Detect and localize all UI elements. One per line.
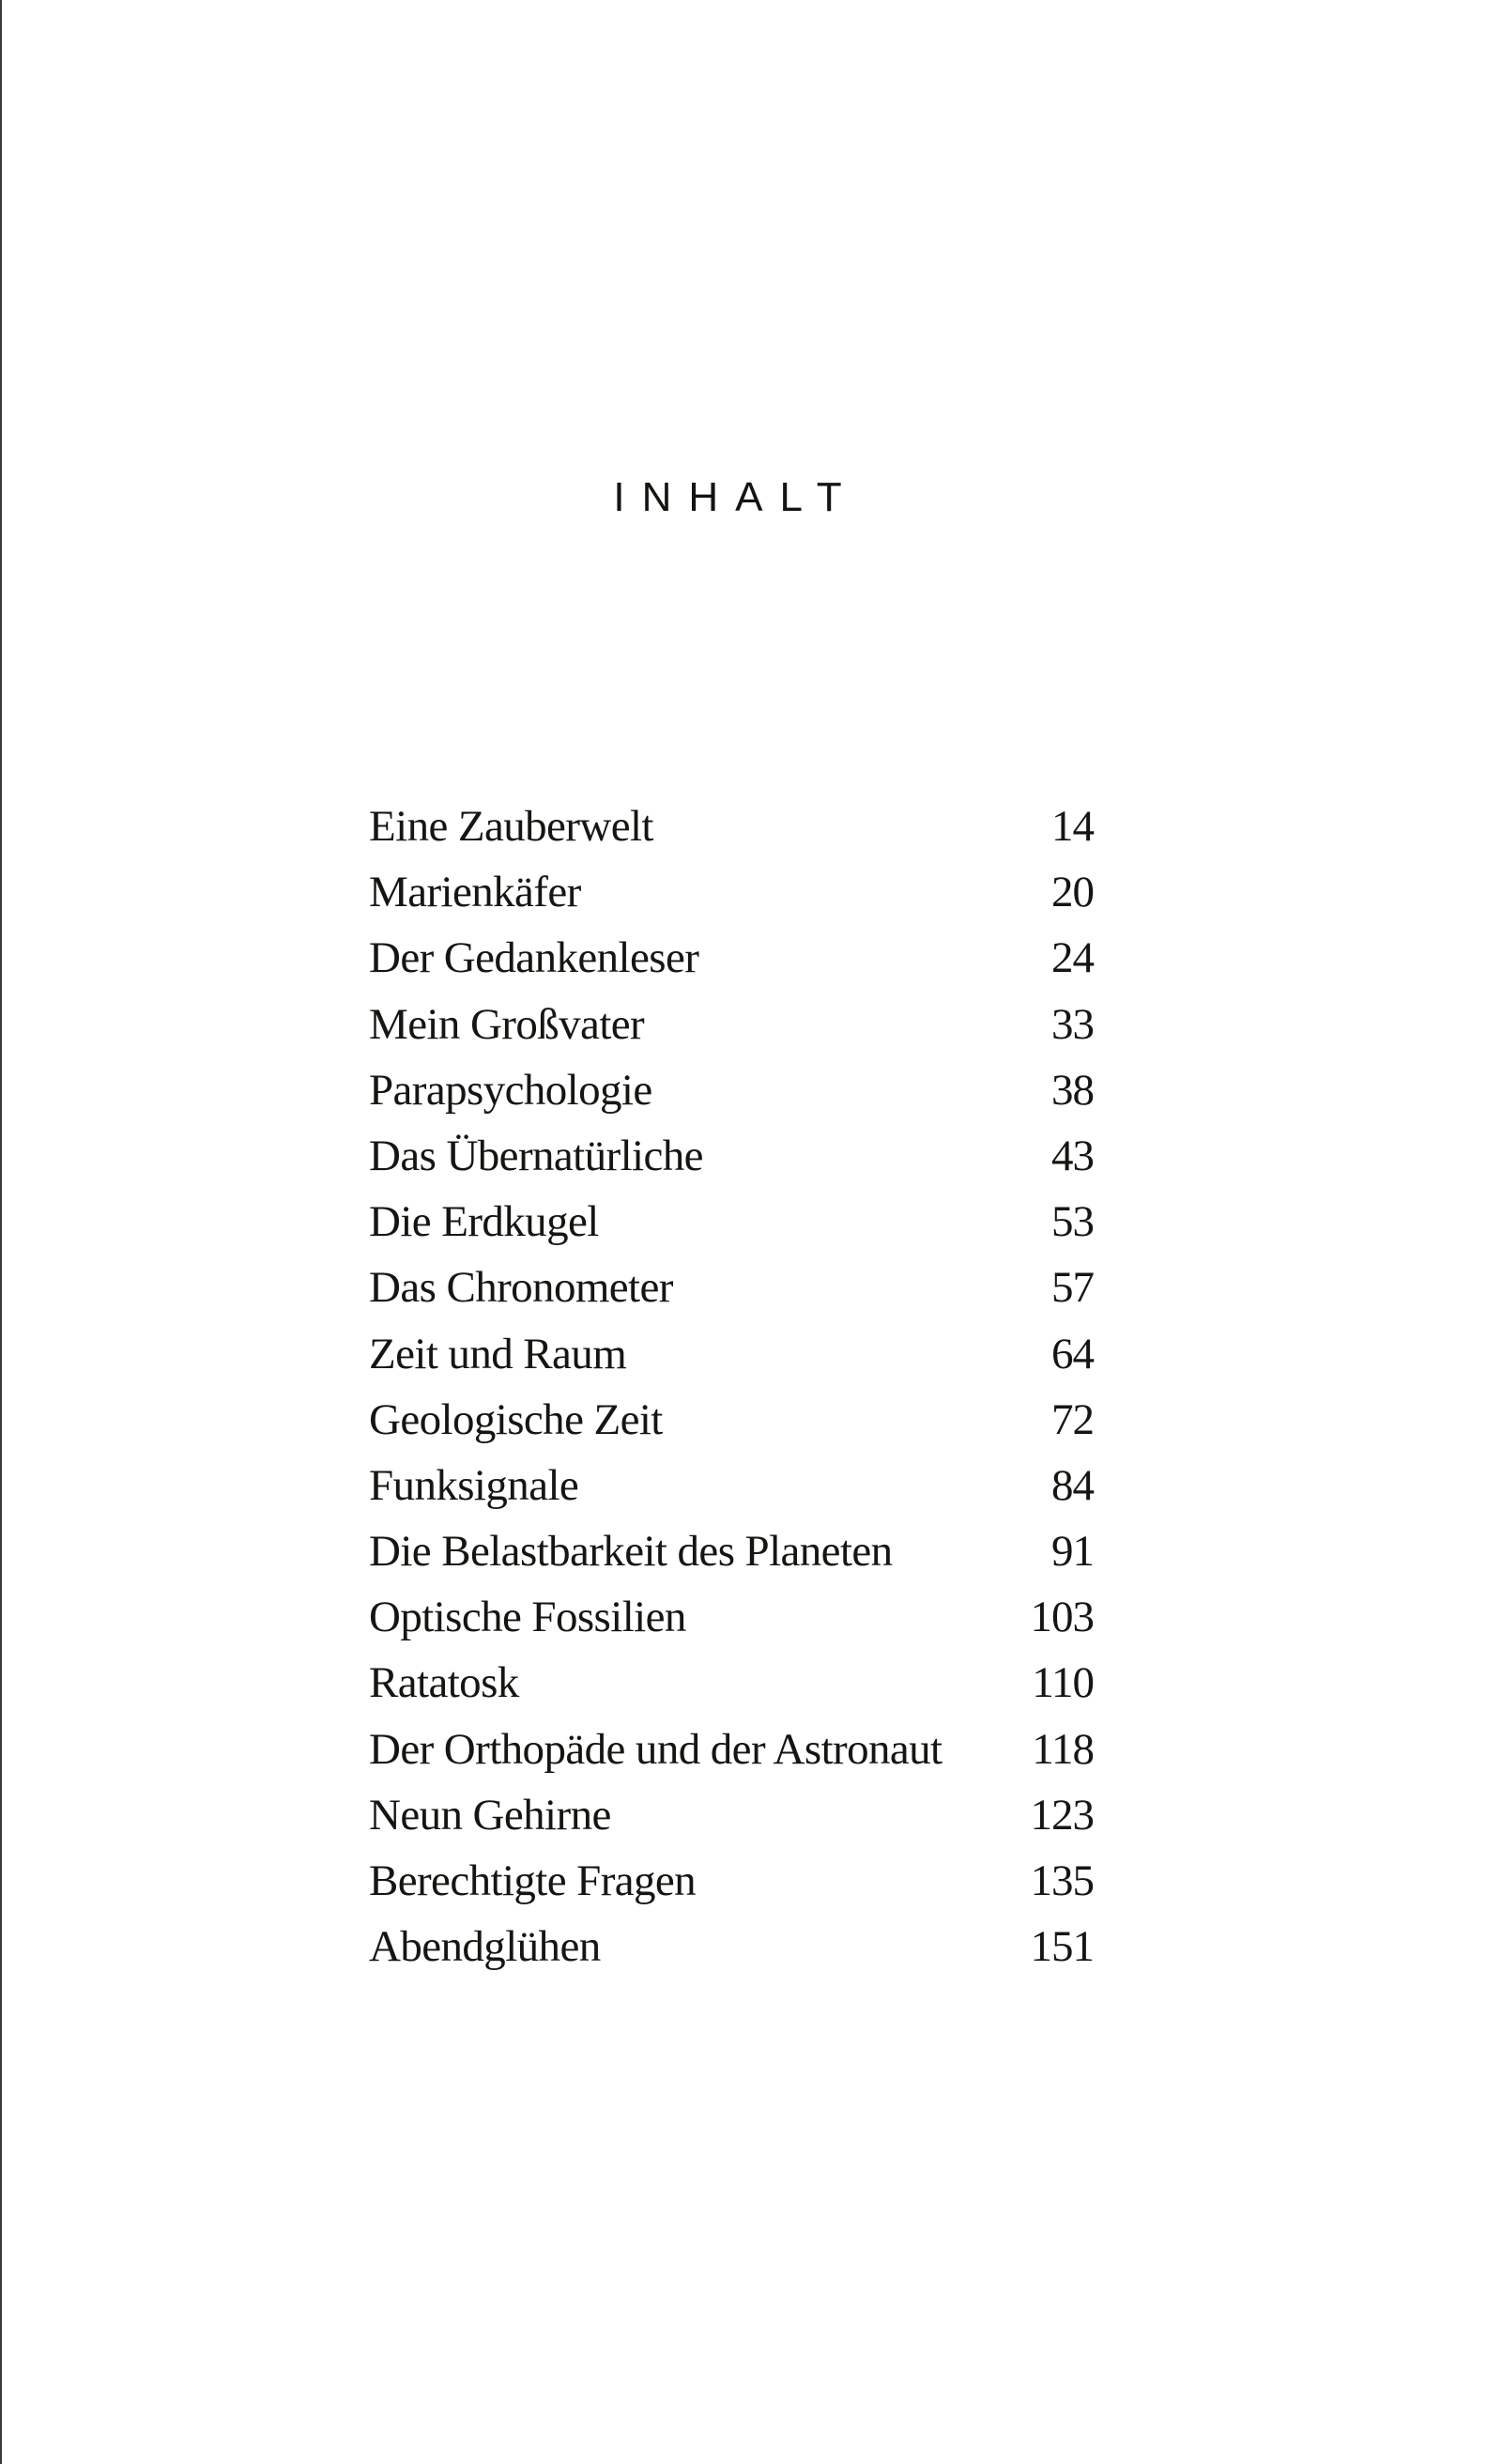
toc-entry-title: Abendglühen: [369, 1922, 601, 1972]
toc-entry-title: Der Gedankenleser: [369, 933, 699, 983]
toc-entry-title: Die Belastbarkeit des Planeten: [369, 1527, 893, 1577]
toc-entry-page: 38: [1051, 1065, 1094, 1115]
toc-entry: [369, 859, 1094, 925]
toc-entry-title: Marienkäfer: [369, 868, 581, 917]
toc-entry: [369, 1123, 1094, 1189]
toc-entry-page: 91: [1051, 1527, 1094, 1577]
toc-entry: [369, 793, 1094, 859]
toc-entry-title: Ratatosk: [369, 1658, 519, 1708]
toc-entry: [369, 1057, 1094, 1123]
toc-entry: [369, 1782, 1094, 1848]
toc-entry: [369, 1255, 1094, 1320]
toc-entry: [369, 1914, 1094, 1979]
toc-entry-title: Mein Großvater: [369, 999, 645, 1049]
toc-entry: [369, 1650, 1094, 1716]
toc-entry-page: 118: [1032, 1724, 1094, 1774]
toc-entry: [369, 1584, 1094, 1650]
toc-entry: [369, 1189, 1094, 1255]
toc-entry: [369, 1848, 1094, 1914]
toc-entry-page: 110: [1032, 1658, 1094, 1708]
toc-entry-page: 14: [1051, 802, 1094, 851]
toc-entry-title: Der Orthopäde und der Astronaut: [369, 1724, 943, 1774]
toc-entry-title: Das Übernatürliche: [369, 1131, 703, 1180]
toc-entry: [369, 925, 1094, 991]
toc-entry-page: 24: [1051, 933, 1094, 983]
toc-entry-page: 64: [1051, 1329, 1094, 1378]
toc-entry-page: 103: [1030, 1593, 1094, 1642]
toc-entry-title: Zeit und Raum: [369, 1329, 627, 1378]
table-of-contents: [369, 793, 1094, 1979]
toc-entry-title: Berechtigte Fragen: [369, 1856, 697, 1905]
toc-entry-page: 20: [1051, 868, 1094, 917]
toc-entry-page: 84: [1051, 1460, 1094, 1510]
toc-entry-title: Funksignale: [369, 1460, 579, 1510]
toc-entry-title: Eine Zauberwelt: [369, 802, 653, 851]
toc-entry-page: 151: [1030, 1922, 1094, 1972]
toc-entry-title: Optische Fossilien: [369, 1593, 686, 1642]
toc-entry: [369, 1387, 1094, 1453]
toc-entry-page: 72: [1051, 1394, 1094, 1444]
toc-entry: [369, 1453, 1094, 1518]
toc-entry: [369, 1518, 1094, 1584]
toc-entry: [369, 992, 1094, 1057]
page-edge-divider: [0, 0, 2, 2464]
page-title: INHALT: [613, 474, 859, 520]
toc-entry-page: 57: [1051, 1263, 1094, 1313]
toc-entry: [369, 1321, 1094, 1387]
toc-entry-page: 135: [1030, 1856, 1094, 1905]
toc-entry-page: 53: [1051, 1197, 1094, 1247]
toc-entry-title: Neun Gehirne: [369, 1790, 611, 1840]
toc-entry-title: Das Chronometer: [369, 1263, 673, 1313]
toc-entry-page: 43: [1051, 1131, 1094, 1180]
toc-entry-title: Parapsychologie: [369, 1065, 652, 1115]
toc-entry: [369, 1717, 1094, 1782]
toc-entry-title: Geologische Zeit: [369, 1394, 663, 1444]
toc-entry-page: 33: [1051, 999, 1094, 1049]
toc-entry-title: Die Erdkugel: [369, 1197, 599, 1247]
toc-entry-page: 123: [1030, 1790, 1094, 1840]
